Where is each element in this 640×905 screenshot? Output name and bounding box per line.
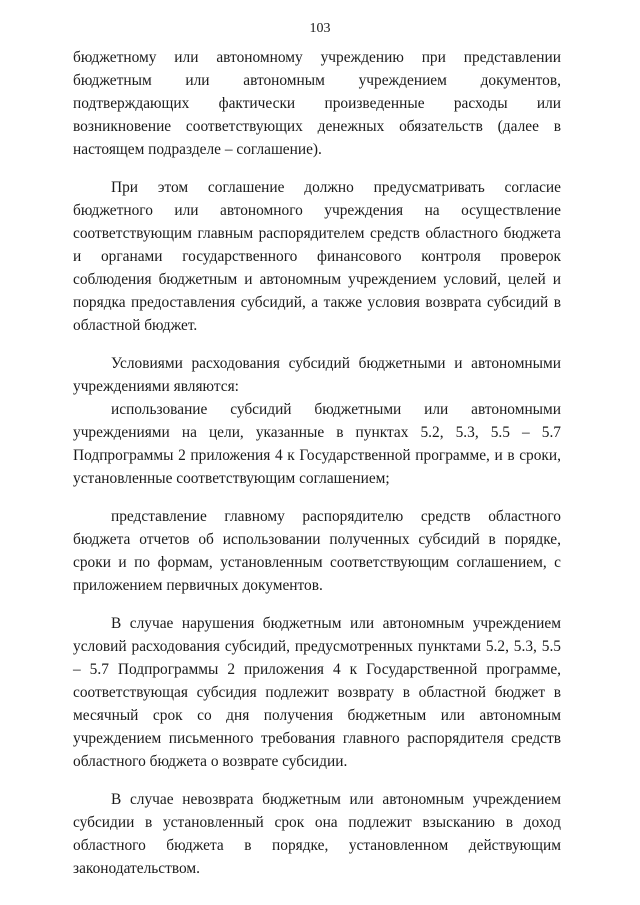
paragraph-continuation: бюджетному или автономному учреждению при представлении бюджетным или автономным учреждением документов, подтверждающих фактически произведенные расходы или возникновение соответствующих денежных обязательств (далее в настоящем подразделе – соглашение). [73,49,561,158]
paragraph-violation-return: В случае нарушения бюджетным или автономным учреждением условий расходования субсидий, предусмотренных пунктами 5.2, 5.3, 5.5 – 5.7 Подпрограммы 2 приложения 4 к Государственной программе, соответствующая субсидия подлежит возврату в областной бюджет в месячный срок со дня получения бюджетным или автономным учреждением письменного требования главного распорядителя средств областного бюджета о возврате субсидии. [73,615,561,770]
paragraph-agreement-consent: При этом соглашение должно предусматривать согласие бюджетного или автономного учреждения на осуществление соответствующим главным распорядителем средств областного бюджета и органами государственного финансового контроля проверок соблюдения бюджетным и автономным учреждением условий, целей и порядка предоставления субсидий, а также условия возврата субсидий в областной бюджет. [73,179,561,334]
paragraph-condition-reporting: представление главному распорядителю средств областного бюджета отчетов об использовании полученных субсидий в порядке, сроки и по формам, установленным соответствующим соглашением, с приложением первичных документов. [73,508,561,594]
paragraph-condition-usage: использование субсидий бюджетными или автономными учреждениями на цели, указанные в пунктах 5.2, 5.3, 5.5 – 5.7 Подпрограммы 2 приложения 4 к Государственной программе, и в сроки, установленные соответствующим соглашением; [73,401,561,487]
paragraph-conditions-intro: Условиями расходования субсидий бюджетными и автономными учреждениями являются: [73,355,561,395]
paragraph-non-return-recovery: В случае невозврата бюджетным или автономным учреждением субсидии в установленный срок она подлежит взысканию в доход областного бюджета в порядке, установленном действующим законодательством. [73,791,561,877]
document-body [73,46,561,895]
page-number: 103 [309,21,331,36]
